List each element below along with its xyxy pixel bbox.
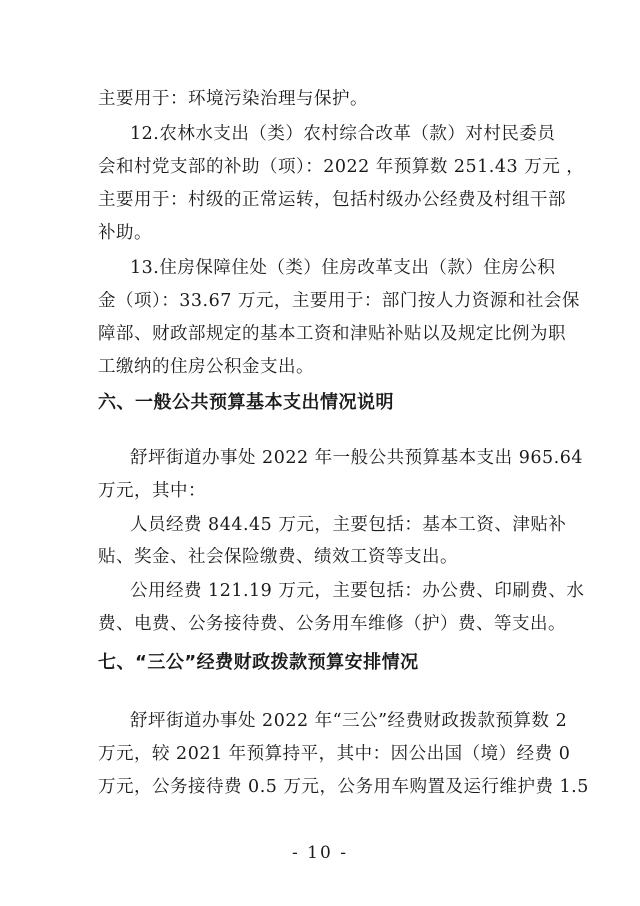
section-heading-7: 七、“三公”经费财政拨款预算安排情况 xyxy=(98,652,419,673)
paragraph-line: 舒坪街道办事处 2022 年一般公共预算基本支出 965.64 xyxy=(130,448,583,468)
paragraph-line: 万元，较 2021 年预算持平，其中：因公出国（境）经费 0 xyxy=(98,744,571,764)
paragraph-line: 12.农林水支出（类）农村综合改革（款）对村民委员 xyxy=(130,124,556,144)
section-heading-6: 六、一般公共预算基本支出情况说明 xyxy=(98,392,394,413)
paragraph-line: 工缴纳的住房公积金支出。 xyxy=(98,357,314,377)
paragraph-line: 万元，公务接待费 0.5 万元，公务用车购置及运行维护费 1.5 xyxy=(98,777,589,797)
paragraph-line: 主要用于：村级的正常运转，包括村级办公经费及村组干部 xyxy=(98,190,566,210)
paragraph-line: 13.住房保障住处（类）住房改革支出（款）住房公积 xyxy=(130,258,556,278)
paragraph-line: 补助。 xyxy=(98,223,152,243)
paragraph-line: 公用经费 121.19 万元，主要包括：办公费、印刷费、水 xyxy=(130,581,585,601)
paragraph-line: 舒坪街道办事处 2022 年“三公”经费财政拨款预算数 2 xyxy=(130,711,568,731)
paragraph-line: 人员经费 844.45 万元，主要包括：基本工资、津贴补 xyxy=(130,515,567,535)
paragraph-line: 障部、财政部规定的基本工资和津贴补贴以及规定比例为职 xyxy=(98,324,566,344)
paragraph-line: 贴、奖金、社会保险缴费、绩效工资等支出。 xyxy=(98,547,458,567)
paragraph-line: 万元，其中： xyxy=(98,481,206,501)
paragraph-line: 费、电费、公务接待费、公务用车维修（护）费、等支出。 xyxy=(98,614,566,634)
paragraph-line: 会和村党支部的补助（项）：2022 年预算数 251.43 万元 ， xyxy=(98,157,585,177)
page-number: - 10 - xyxy=(292,843,348,863)
paragraph-line: 主要用于：环境污染治理与保护。 xyxy=(98,89,368,109)
paragraph-line: 金（项）：33.67 万元，主要用于：部门按人力资源和社会保 xyxy=(98,291,580,311)
